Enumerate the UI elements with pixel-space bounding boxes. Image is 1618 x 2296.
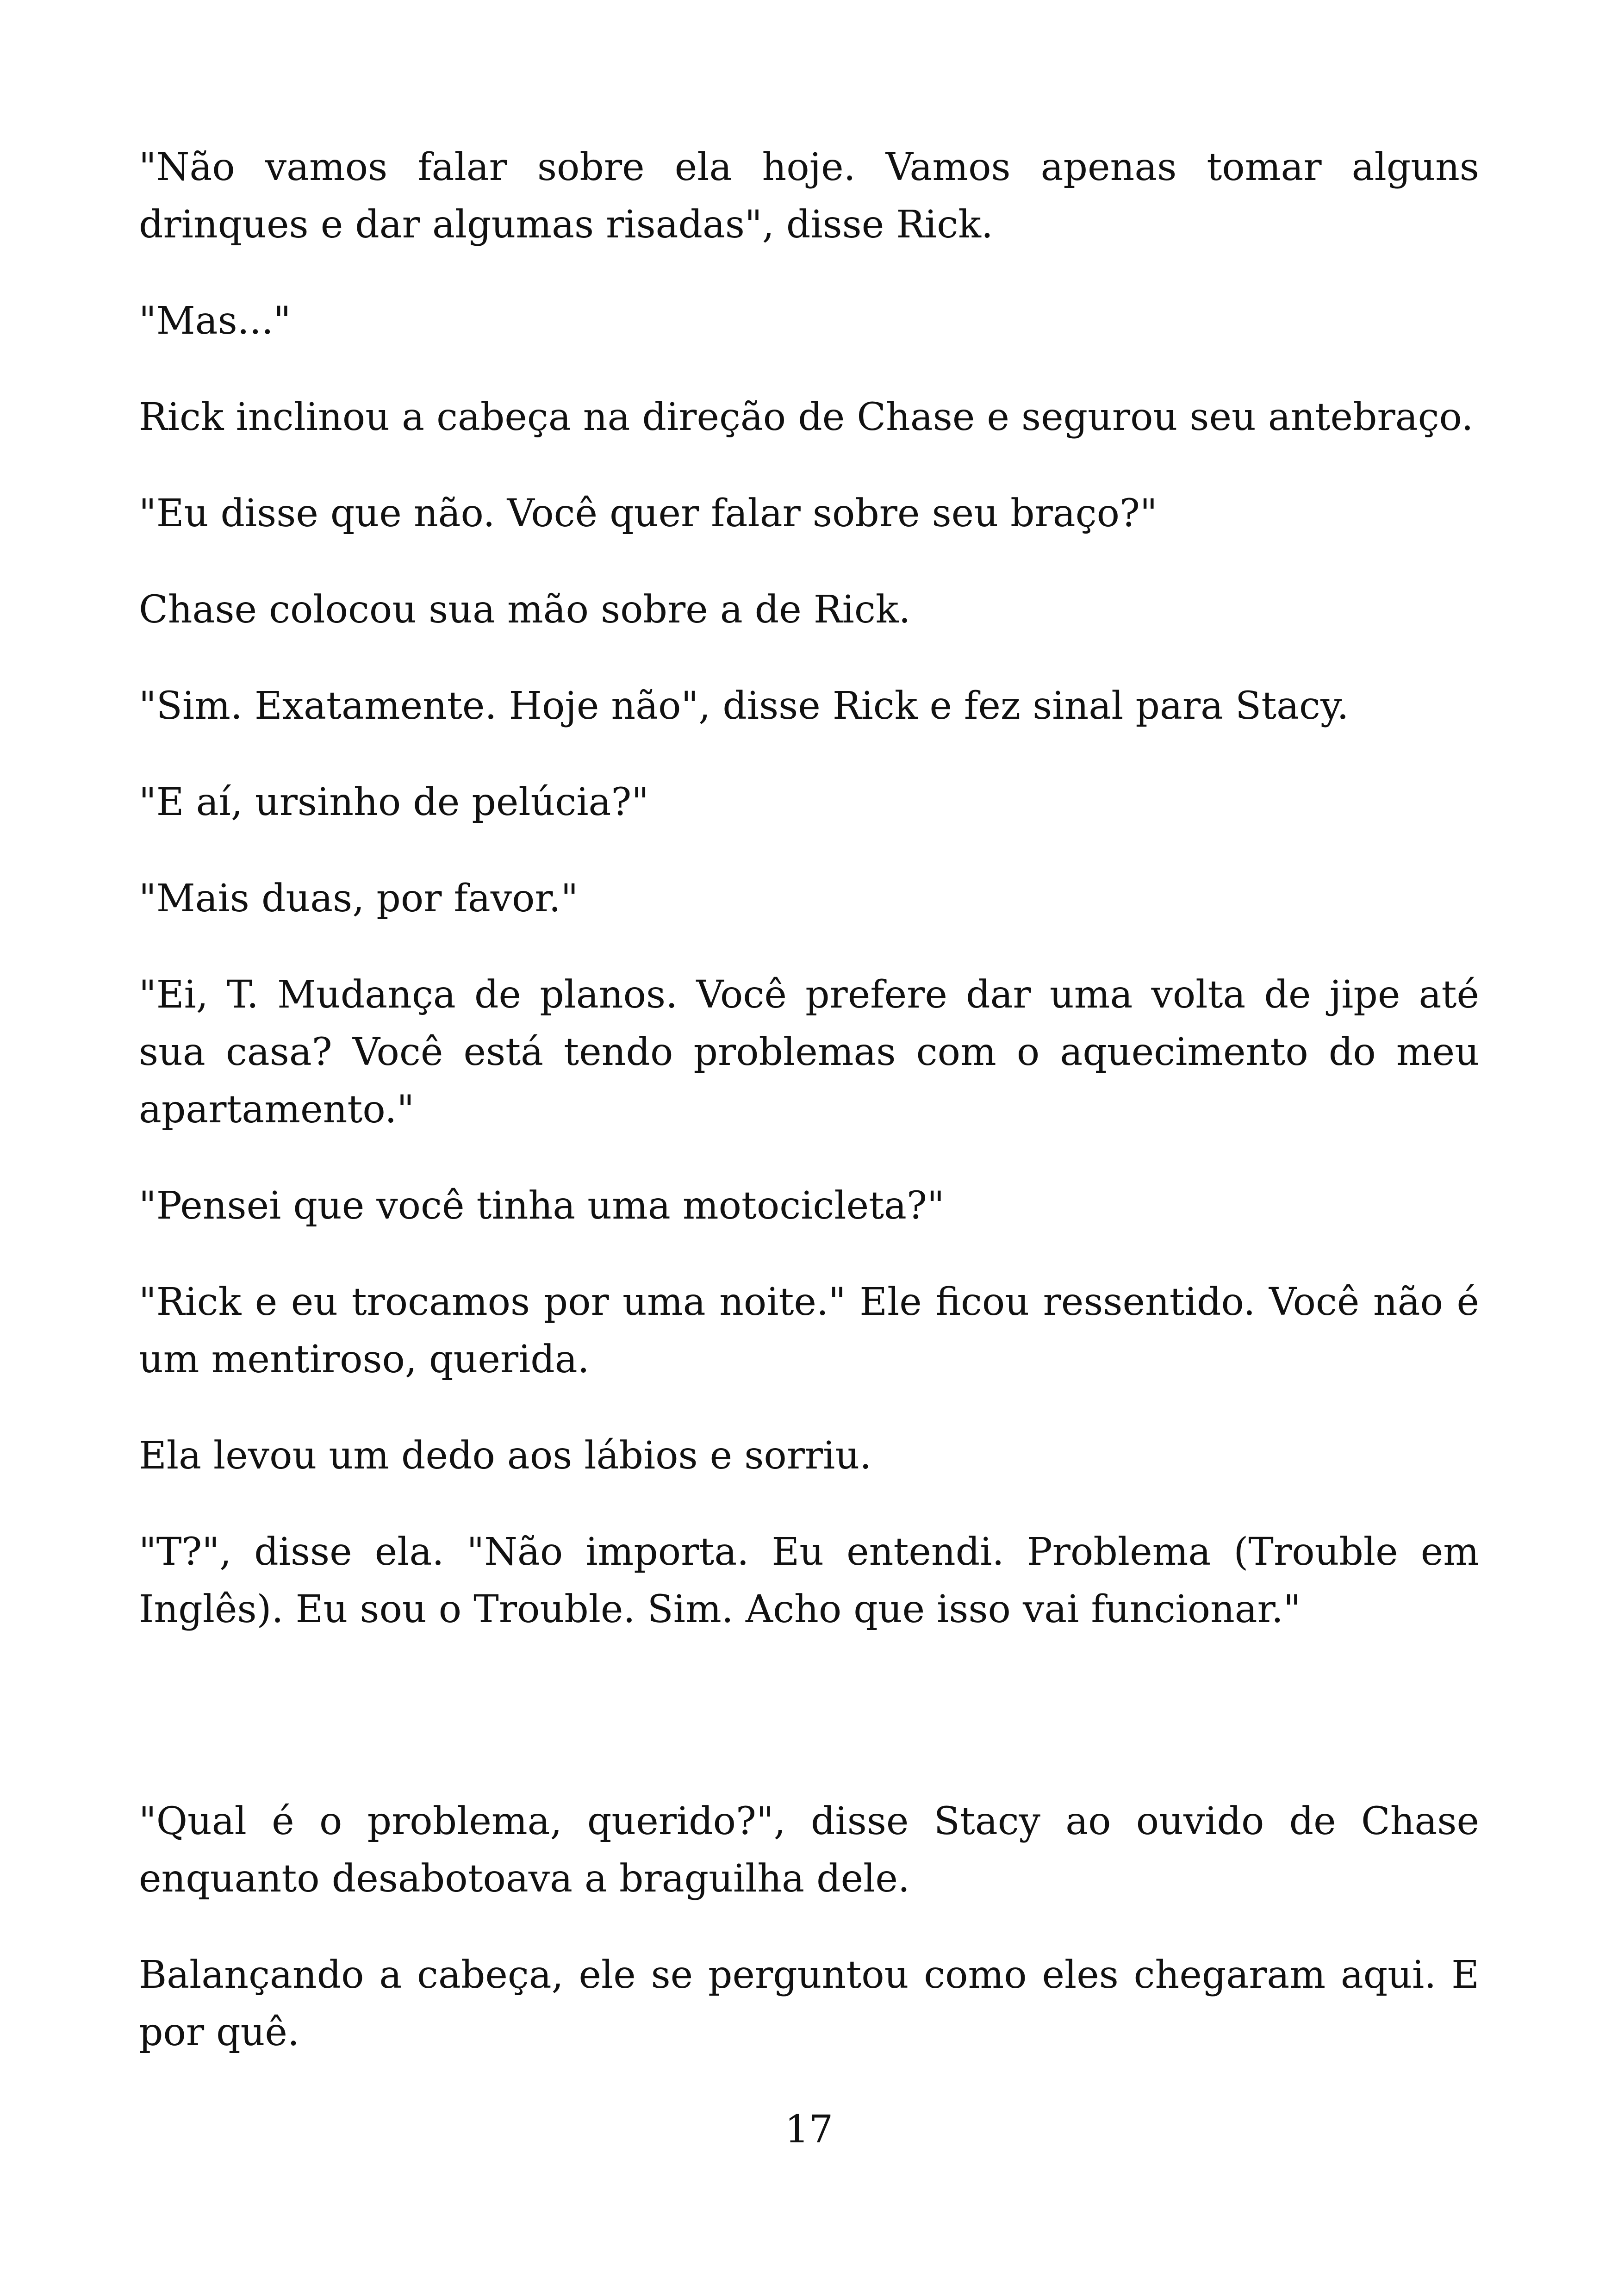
paragraph-13: "T?", disse ela. "Não importa. Eu entendi. Problema (Trouble em Inglês). Eu sou o Trouble. Sim. Acho que isso vai funcionar." bbox=[139, 1530, 1479, 1631]
paragraph-12: Ela levou um dedo aos lábios e sorriu. bbox=[139, 1434, 872, 1478]
paragraph-10: "Pensei que você tinha uma motocicleta?" bbox=[139, 1184, 945, 1228]
paragraph-1: "Não vamos falar sobre ela hoje. Vamos apenas tomar alguns drinques e dar algumas risadas", disse Rick. bbox=[139, 145, 1479, 247]
paragraph-5: Chase colocou sua mão sobre a de Rick. bbox=[139, 588, 911, 632]
paragraph-7: "E aí, ursinho de pelúcia?" bbox=[139, 780, 649, 824]
scene-break bbox=[139, 1677, 1479, 1793]
paragraph-2: "Mas..." bbox=[139, 299, 291, 343]
paragraph-11: "Rick e eu trocamos por uma noite." Ele ficou ressentido. Você não é um mentiroso, querida. bbox=[139, 1280, 1479, 1381]
paragraph-4: "Eu disse que não. Você quer falar sobre seu braço?" bbox=[139, 492, 1157, 535]
paragraph-14: "Qual é o problema, querido?", disse Stacy ao ouvido de Chase enquanto desabotoava a braguilha dele. bbox=[139, 1799, 1479, 1901]
paragraph-3: Rick inclinou a cabeça na direção de Chase e segurou seu antebraço. bbox=[139, 395, 1474, 439]
paragraph-15: Balançando a cabeça, ele se perguntou como eles chegaram aqui. E por quê. bbox=[139, 1953, 1479, 2054]
paragraph-6: "Sim. Exatamente. Hoje não", disse Rick e fez sinal para Stacy. bbox=[139, 684, 1349, 728]
paragraph-8: "Mais duas, por favor." bbox=[139, 877, 579, 921]
page-body bbox=[139, 139, 1479, 2100]
page-number: 17 bbox=[784, 2108, 834, 2152]
paragraph-9: "Ei, T. Mudança de planos. Você prefere dar uma volta de jipe até sua casa? Você está tendo problemas com o aquecimento do meu apartamento." bbox=[139, 973, 1479, 1132]
